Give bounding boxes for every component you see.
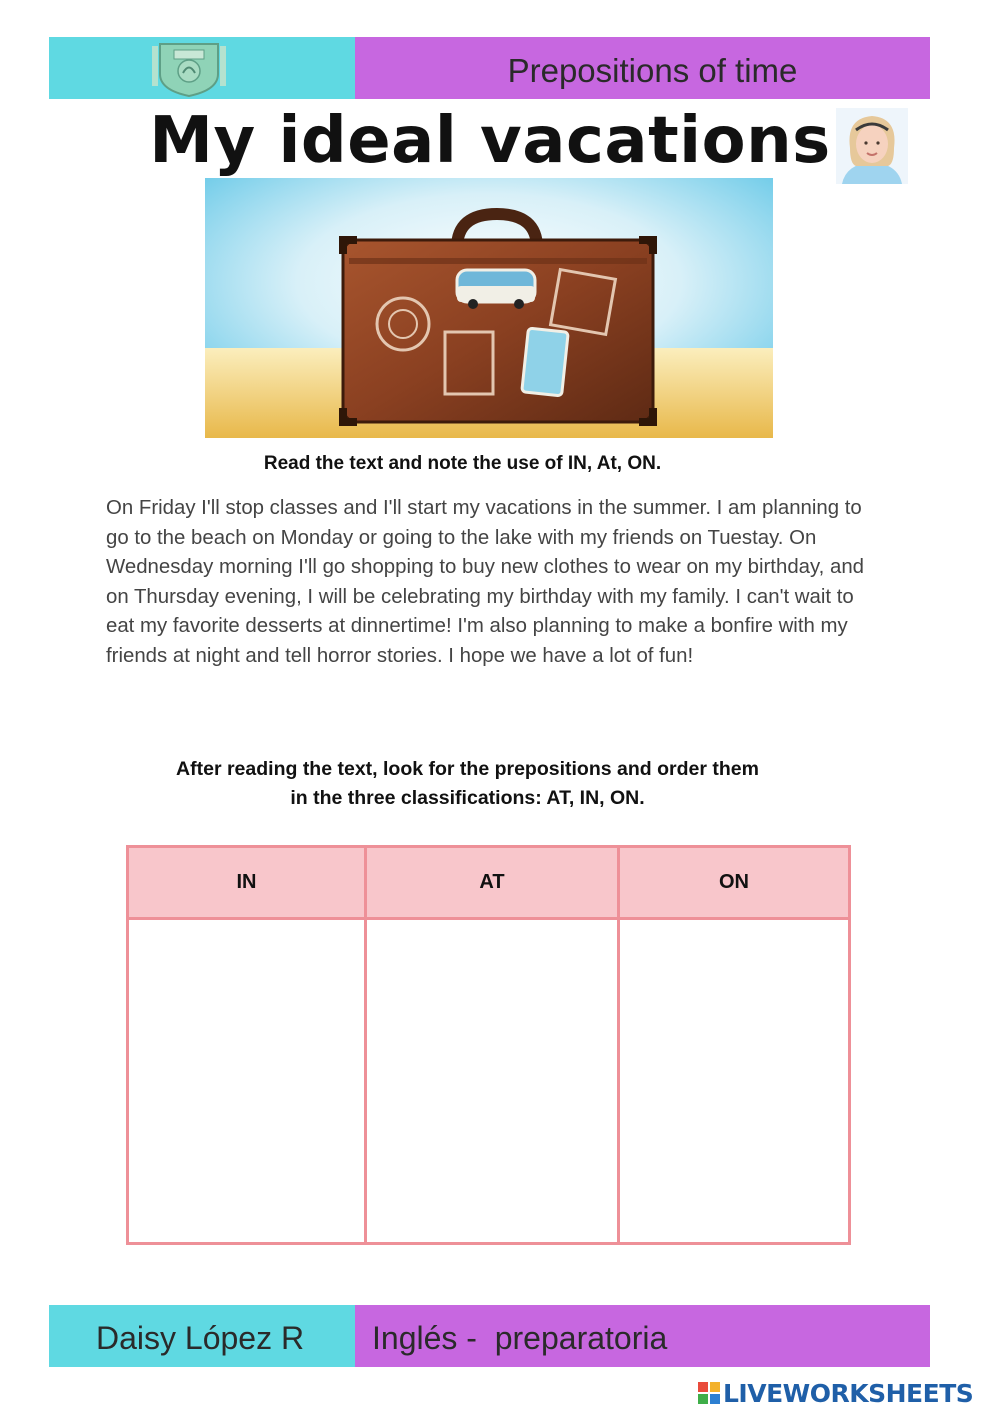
column-dropzone-at[interactable]	[367, 920, 617, 1242]
reading-instruction: Read the text and note the use of IN, At, ON.	[263, 453, 662, 474]
liveworksheets-watermark[interactable]	[698, 1378, 973, 1408]
classification-table	[126, 845, 851, 1245]
column-dropzone-in[interactable]	[129, 920, 364, 1242]
column-header-on: ON	[620, 848, 848, 920]
subject-label: Prepositions of time	[507, 52, 798, 89]
ordering-instruction-line-1: After reading the text, look for the prepositions and order them	[176, 758, 759, 780]
author-name: Daisy López R	[96, 1320, 305, 1356]
liveworksheets-logo-icon	[698, 1382, 720, 1404]
column-at	[367, 848, 620, 1242]
column-on	[620, 848, 848, 1242]
ordering-instruction-line-2: in the three classifications: AT, IN, ON.	[290, 787, 645, 809]
author-avatar	[836, 108, 908, 184]
reading-passage: On Friday I'll stop classes and I'll start my vacations in the summer. I am planning to go to the beach on Monday or going to the lake with my friends on Tuestay. On Wednesday morning I'll go shopping to buy new clothes to wear on my birthday, and on Thursday evening, I will be celebrating my birthday with my family. I can't wait to eat my favorite desserts at dinnertime! I'm also planning to make a bonfire with my friends at night and tell horror stories. I hope we have a lot of fun!	[106, 497, 865, 667]
university-seal-icon	[150, 40, 228, 98]
column-in	[129, 848, 367, 1242]
column-header-in: IN	[129, 848, 364, 920]
column-header-at: AT	[367, 848, 617, 920]
watermark-text: LIVEWORKSHEETS	[723, 1378, 974, 1408]
ordering-instruction	[0, 755, 935, 813]
course-label: Inglés - preparatoria	[372, 1320, 668, 1356]
column-dropzone-on[interactable]	[620, 920, 848, 1242]
hero-image-suitcase	[205, 178, 773, 438]
page-title: My ideal vacations	[149, 104, 831, 178]
